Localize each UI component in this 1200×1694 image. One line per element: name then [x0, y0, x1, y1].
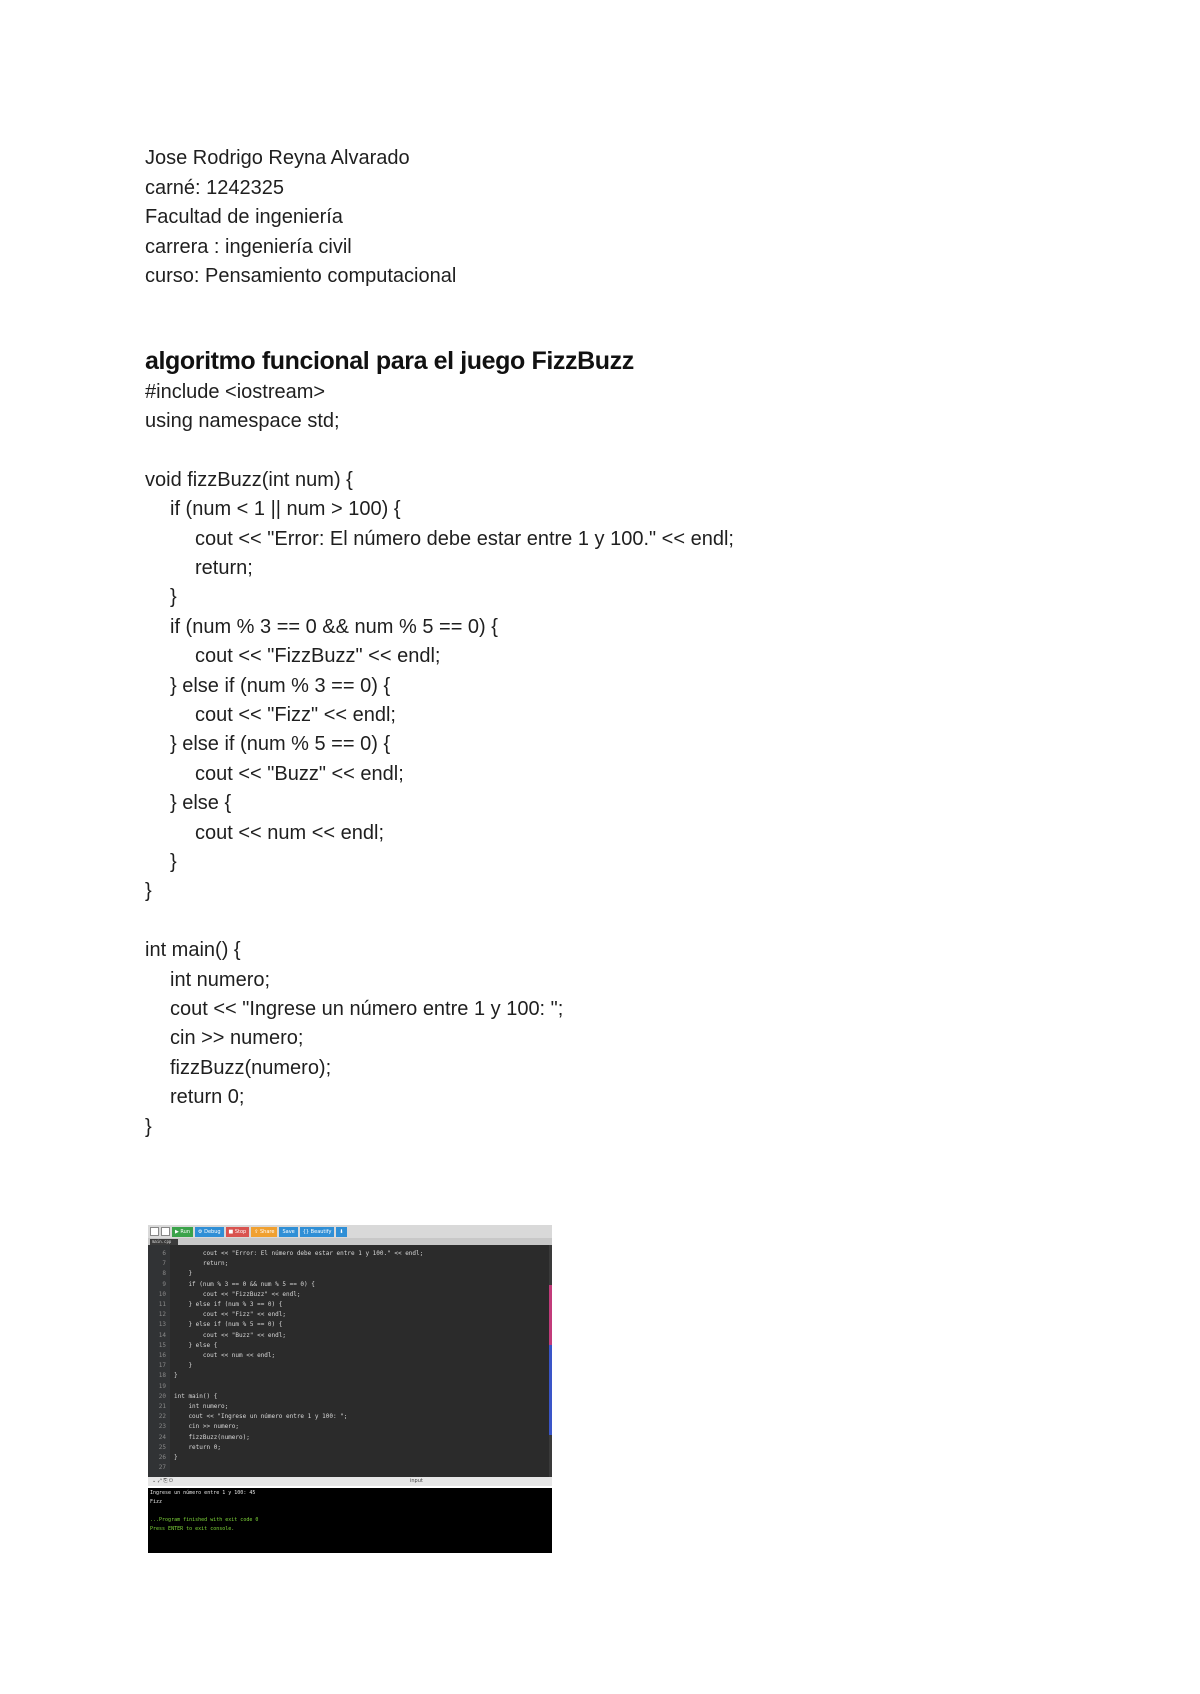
editor-line-text: cout << "FizzBuzz" << endl; [174, 1290, 301, 1298]
editor-line [148, 1331, 552, 1340]
line-number: 7 [162, 1260, 166, 1268]
beautify-button: {} Beautify [300, 1227, 335, 1237]
code-line [145, 907, 1095, 936]
debug-button: ⚙ Debug [195, 1227, 224, 1237]
code-line: cin >> numero; [170, 1027, 304, 1050]
document-title: algoritmo funcional para el juego FizzBuzz [145, 346, 634, 375]
editor-scrollbar [549, 1245, 552, 1477]
line-number: 8 [162, 1270, 166, 1278]
editor-line [148, 1249, 552, 1258]
editor-line [148, 1310, 552, 1319]
output-console [148, 1488, 552, 1553]
editor-line-text: } [174, 1362, 193, 1370]
editor-line [148, 1402, 552, 1411]
code-line: } else { [170, 792, 232, 815]
line-number: 6 [162, 1250, 166, 1257]
line-number: 15 [158, 1341, 166, 1349]
code-line: } [145, 1115, 152, 1138]
editor-line-text: cout << num << endl; [174, 1352, 276, 1359]
line-number: 18 [158, 1372, 166, 1380]
console-line: Fizz [150, 1499, 163, 1505]
console-line: Press ENTER to exit console. [150, 1526, 235, 1532]
line-number: 26 [158, 1454, 166, 1461]
editor-line [148, 1290, 552, 1299]
editor-line [148, 1320, 552, 1329]
code-line: if (num % 3 == 0 && num % 5 == 0) { [170, 615, 498, 638]
editor-line [148, 1463, 552, 1472]
save-button: Save [279, 1227, 297, 1237]
line-number: 24 [158, 1433, 166, 1441]
editor-line-text: int numero; [174, 1403, 229, 1410]
code-line: return; [195, 556, 253, 579]
editor-line-text: cin >> numero; [174, 1423, 240, 1431]
line-number: 27 [158, 1464, 166, 1472]
line-number: 9 [162, 1280, 166, 1288]
code-line: cout << "Error: El número debe estar entre 1 y 100." << endl; [195, 527, 734, 550]
code-line: if (num < 1 || num > 100) { [170, 498, 401, 521]
editor-line [148, 1341, 552, 1350]
ide-toolbar [148, 1225, 552, 1238]
line-number: 14 [158, 1331, 166, 1339]
editor-line [148, 1382, 552, 1391]
editor-line [148, 1259, 552, 1268]
faculty: Facultad de ingeniería [145, 206, 343, 228]
editor-line [148, 1443, 552, 1452]
code-line: } [170, 850, 177, 873]
code-line: cout << "Buzz" << endl; [195, 762, 404, 785]
code-line: cout << "Ingrese un número entre 1 y 100: "; [170, 998, 564, 1020]
editor-line [148, 1269, 552, 1278]
tab-main-cpp: main.cpp [150, 1239, 178, 1245]
line-number: 16 [158, 1352, 166, 1359]
code-line: return 0; [170, 1086, 245, 1109]
open-file-icon [161, 1227, 170, 1236]
editor-line-text: cout << "Buzz" << endl; [174, 1331, 286, 1339]
editor-line [148, 1280, 552, 1289]
editor-line-text: if (num % 3 == 0 && num % 5 == 0) { [174, 1280, 315, 1288]
editor-line-text: cout << "Error: El número debe estar entre 1 y 100." << endl; [174, 1250, 424, 1257]
stop-button: ■ Stop [226, 1227, 250, 1237]
career: carrera : ingeniería civil [145, 235, 352, 258]
run-button: ▶ Run [172, 1227, 193, 1237]
input-label: input [410, 1478, 423, 1484]
line-number: 12 [158, 1311, 166, 1319]
code-line [145, 436, 1095, 465]
share-button: ⇪ Share [251, 1227, 277, 1237]
line-number: 22 [158, 1413, 166, 1421]
author-info [145, 144, 1095, 292]
document-page [145, 144, 1095, 1142]
code-line: int numero; [170, 968, 271, 991]
code-line: #include <iostream> [145, 380, 326, 403]
code-line: cout << num << endl; [195, 821, 385, 844]
editor-line [148, 1351, 552, 1360]
editor-line [148, 1371, 552, 1380]
console-line: ...Program finished with exit code 0 [150, 1517, 259, 1523]
author-name: Jose Rodrigo Reyna Alvarado [145, 147, 410, 169]
editor-line-text: } else if (num % 3 == 0) { [174, 1301, 283, 1308]
course: curso: Pensamiento computacional [145, 265, 457, 287]
editor-line-text: } [174, 1454, 178, 1461]
code-line: cout << "Fizz" << endl; [195, 703, 396, 726]
editor-line [148, 1392, 552, 1401]
editor-line-text: cout << "Fizz" << endl; [174, 1311, 286, 1319]
code-editor [148, 1245, 552, 1477]
editor-line-text: fizzBuzz(numero); [174, 1433, 250, 1441]
ide-screenshot [148, 1225, 552, 1553]
line-number: 25 [158, 1443, 166, 1451]
code-line: } [145, 880, 152, 903]
code-line: int main() { [145, 939, 241, 962]
code-line: } [170, 586, 177, 609]
editor-line [148, 1361, 552, 1370]
new-file-icon [150, 1227, 159, 1236]
line-number: 13 [158, 1321, 166, 1329]
editor-line [148, 1453, 552, 1462]
editor-line [148, 1412, 552, 1421]
line-number: 21 [158, 1403, 166, 1410]
code-line: using namespace std; [145, 409, 340, 432]
line-number: 19 [158, 1382, 166, 1390]
scrollbar-marker [549, 1285, 552, 1345]
download-button: ⬇ [336, 1227, 346, 1237]
editor-line-text: } else { [174, 1341, 218, 1349]
line-number: 10 [158, 1290, 166, 1298]
code-line: void fizzBuzz(int num) { [145, 468, 353, 491]
student-id: carné: 1242325 [145, 176, 285, 199]
code-line: } else if (num % 3 == 0) { [170, 674, 391, 697]
editor-line-text: return; [174, 1260, 229, 1268]
line-number: 17 [158, 1362, 166, 1370]
console-controls-icon: ⌄ ⤢ ⎘ ⏻ [152, 1478, 173, 1484]
editor-line-text: cout << "Ingrese un número entre 1 y 100: "; [174, 1413, 348, 1421]
editor-line-text: } [174, 1270, 193, 1278]
line-number: 23 [158, 1423, 166, 1431]
code-block [145, 378, 1095, 1143]
editor-line-text: } [174, 1372, 178, 1380]
scrollbar-marker [549, 1345, 552, 1435]
editor-line [148, 1300, 552, 1309]
code-line: fizzBuzz(numero); [170, 1056, 332, 1079]
line-number: 20 [158, 1392, 166, 1400]
editor-line [148, 1433, 552, 1442]
editor-line-text: } else if (num % 5 == 0) { [174, 1321, 283, 1329]
code-line: } else if (num % 5 == 0) { [170, 733, 391, 756]
editor-line [148, 1422, 552, 1431]
ide-tabbar [148, 1238, 552, 1245]
line-number: 11 [158, 1301, 166, 1308]
code-line: cout << "FizzBuzz" << endl; [195, 645, 441, 668]
console-line: Ingrese un número entre 1 y 100: 45 [150, 1490, 256, 1496]
console-header [148, 1477, 552, 1486]
editor-line-text: return 0; [174, 1443, 221, 1451]
editor-line-text: int main() { [174, 1392, 218, 1400]
